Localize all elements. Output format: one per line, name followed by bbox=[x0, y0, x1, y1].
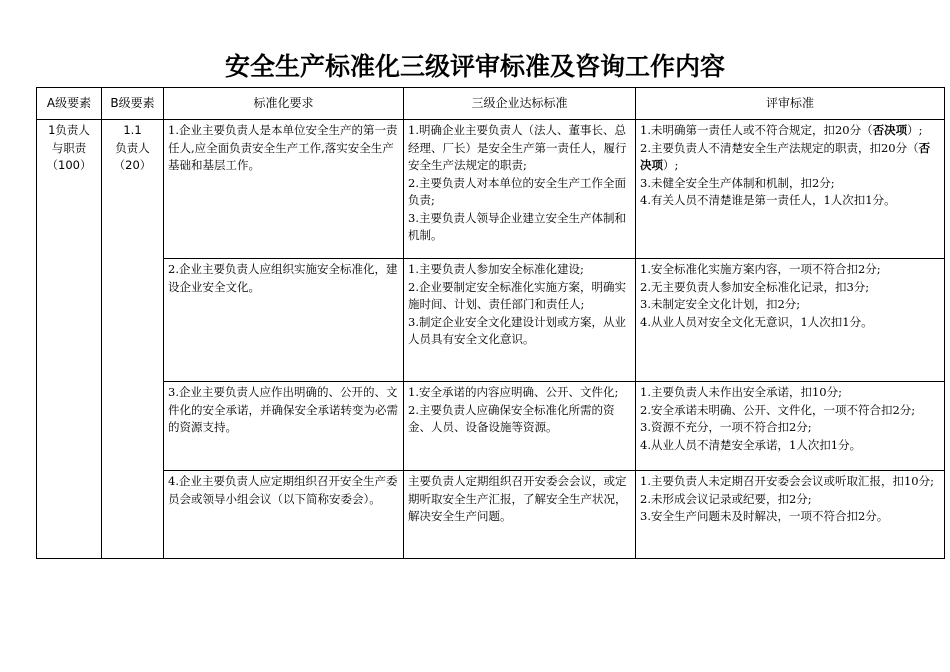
header-evaluation: 评审标准 bbox=[636, 88, 945, 120]
standard-item: 1.安全承诺的内容应明确、公开、文件化; bbox=[408, 385, 619, 399]
b-element-number: 1.1 bbox=[123, 123, 142, 137]
veto-label: 否决项 bbox=[640, 140, 931, 172]
header-a-element: A级要素 bbox=[37, 88, 102, 120]
evaluation-item: 3.资源不充分，一项不符合扣2分; bbox=[640, 420, 812, 434]
evaluation-item: 4.从业人员不清楚安全承诺，1人次扣1分。 bbox=[640, 437, 862, 452]
evaluation-cell bbox=[636, 259, 945, 382]
evaluation-item: 1.主要负责人未定期召开安委会会议或听取汇报，扣10分; bbox=[640, 474, 934, 488]
evaluation-item: 2.主要负责人不清楚安全生产法规定的职责，扣20分（否决项）; bbox=[640, 140, 931, 172]
a-element-name-1: 1负责人 bbox=[48, 123, 90, 137]
standard-item: 1.明确企业主要负责人（法人、董事长、总经理、厂长）是安全生产第一责任人，履行安全生产法规定的职责; bbox=[408, 123, 627, 172]
evaluation-item: 2.未形成会议记录或纪要，扣2分; bbox=[640, 491, 812, 506]
a-element-cell bbox=[37, 120, 102, 559]
page-title: 安全生产标准化三级评审标准及咨询工作内容 bbox=[224, 52, 725, 81]
standard-item: 2.主要负责人对本单位的安全生产工作全面负责; bbox=[408, 175, 626, 207]
header-row bbox=[37, 88, 945, 120]
table-row bbox=[37, 120, 945, 259]
requirement-cell: 2.企业主要负责人应组织实施安全标准化，建设企业安全文化。 bbox=[164, 259, 404, 382]
evaluation-cell bbox=[636, 382, 945, 471]
b-element-name: 负责人 bbox=[115, 140, 150, 155]
table-row bbox=[37, 382, 945, 471]
header-b-element: B级要素 bbox=[102, 88, 164, 120]
standard-item: 2.企业要制定安全标准化实施方案，明确实施时间、计划、责任部门和责任人; bbox=[408, 279, 626, 311]
a-element-score: （100） bbox=[46, 158, 92, 172]
header-requirement: 标准化要求 bbox=[164, 88, 404, 120]
evaluation-item: 3.安全生产问题未及时解决，一项不符合扣2分。 bbox=[640, 509, 889, 523]
standard-cell bbox=[404, 120, 636, 259]
standard-item: 1.主要负责人参加安全标准化建设; bbox=[408, 262, 584, 276]
evaluation-item: 4.有关人员不清楚谁是第一责任人，1人次扣1分。 bbox=[640, 193, 896, 207]
evaluation-item: 1.安全标准化实施方案内容，一项不符合扣2分; bbox=[640, 262, 881, 276]
evaluation-item: 2.安全承诺未明确、公开、文件化，一项不符合扣2分; bbox=[640, 402, 916, 417]
standard-cell bbox=[404, 382, 636, 471]
standard-item: 3.主要负责人领导企业建立安全生产体制和机制。 bbox=[408, 210, 626, 242]
evaluation-item: 1.主要负责人未作出安全承诺，扣10分; bbox=[640, 385, 842, 399]
evaluation-cell bbox=[636, 120, 945, 259]
requirement-cell: 4.企业主要负责人应定期组织召开安全生产委员会或领导小组会议（以下简称安委会）。 bbox=[164, 471, 404, 559]
requirement-cell: 3.企业主要负责人应作出明确的、公开的、文件化的安全承诺，并确保安全承诺转变为必需的资源支持。 bbox=[164, 382, 404, 471]
standard-item: 2.主要负责人应确保安全标准化所需的资金、人员、设备设施等资源。 bbox=[408, 402, 615, 434]
b-element-score: （20） bbox=[113, 158, 152, 172]
evaluation-item: 3.未健全安全生产体制和机制，扣2分; bbox=[640, 175, 835, 190]
standard-item: 3.制定企业安全文化建设计划或方案，从业人员具有安全文化意识。 bbox=[408, 314, 626, 346]
a-element-name-2: 与职责 bbox=[51, 140, 87, 155]
requirement-cell: 1.企业主要负责人是本单位安全生产的第一责任人,应全面负责安全生产工作,落实安全生产基础和基层工作。 bbox=[164, 120, 404, 259]
standard-cell: 主要负责人定期组织召开安委会会议，或定期听取安全生产汇报，了解安全生产状况，解决安全生产问题。 bbox=[404, 471, 636, 559]
evaluation-item: 3.未制定安全文化计划，扣2分; bbox=[640, 297, 801, 311]
evaluation-cell bbox=[636, 471, 945, 559]
standards-table bbox=[36, 87, 945, 559]
evaluation-item: 1.未明确第一责任人或不符合规定，扣20分（否决项）; bbox=[640, 123, 923, 137]
veto-label: 否决项 bbox=[872, 123, 908, 137]
evaluation-item: 2.无主要负责人参加安全标准化记录，扣3分; bbox=[640, 279, 870, 294]
table-row bbox=[37, 259, 945, 382]
header-level3-standard: 三级企业达标标准 bbox=[404, 88, 636, 120]
evaluation-item: 4.从业人员对安全文化无意识，1人次扣1分。 bbox=[640, 314, 873, 329]
table-row bbox=[37, 471, 945, 559]
b-element-cell bbox=[102, 120, 164, 559]
standard-cell bbox=[404, 259, 636, 382]
